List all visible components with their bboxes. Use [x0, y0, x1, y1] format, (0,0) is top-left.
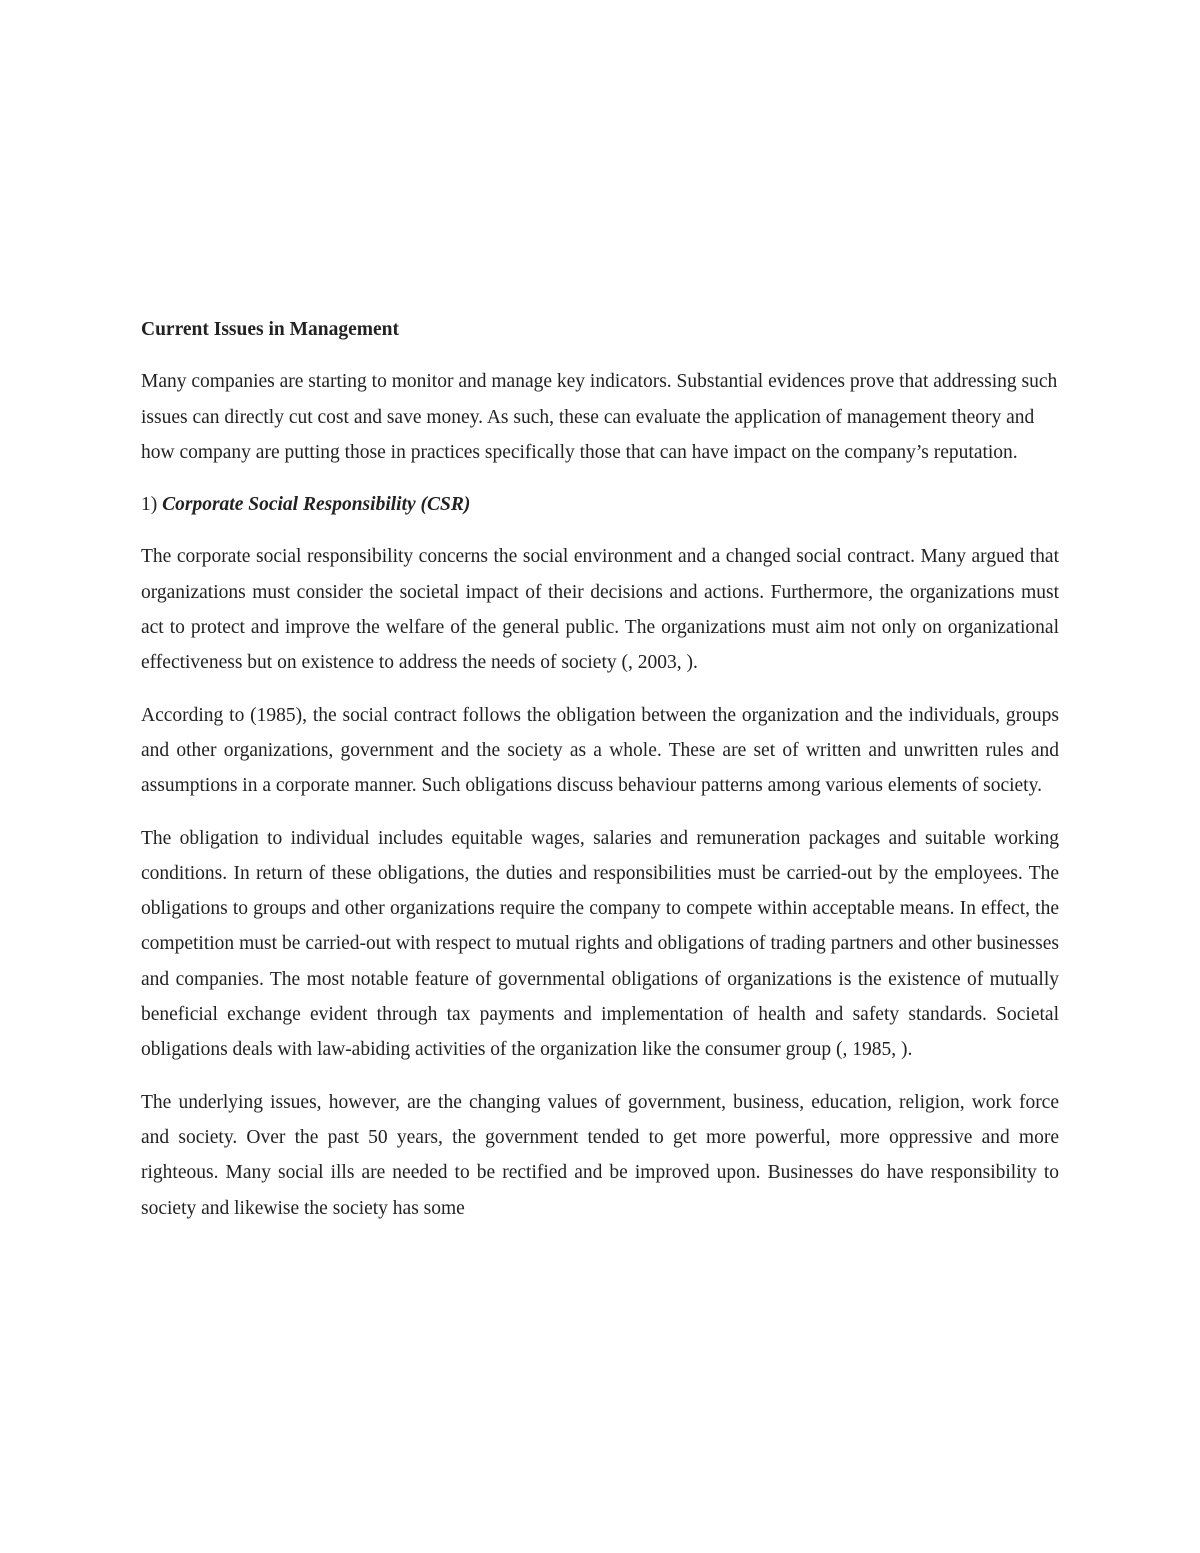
body-paragraph-1: The corporate social responsibility concerns the social environment and a changed social contract. Many argued that organizations must consider the societal impact of their decisions and actions. Furthermore, the organizations must act to protect and improve the welfare of the general public. The organizations must aim not only on organizational effectiveness but on existence to address the needs of society (, 2003, ).: [141, 546, 1059, 674]
document-title: Current Issues in Management: [141, 319, 400, 340]
body-paragraph-4: The underlying issues, however, are the changing values of government, business, education, religion, work force and society. Over the past 50 years, the government tended to get more powerful, more oppressive and more righteous. Many social ills are needed to be rectified and be improved upon. Businesses do have responsibility to society and likewise the society has some: [141, 1091, 1059, 1219]
section-number: 1): [141, 494, 163, 516]
intro-paragraph: Many companies are starting to monitor and manage key indicators. Substantial evidences prove that addressing such issues can directly cut cost and save money. As such, these can evaluate the application of management theory and how company are putting those in practices specifically those that can have impact on the company’s reputation.: [141, 371, 1058, 463]
section-heading-text: Corporate Social Responsibility (CSR): [162, 494, 471, 516]
section-heading: [141, 487, 1059, 522]
document-body: [141, 312, 1059, 1243]
body-paragraph-2: According to (1985), the social contract follows the obligation between the organization and the individuals, groups and other organizations, government and the society as a whole. These are set of written and unwritten rules and assumptions in a corporate manner. Such obligations discuss behaviour patterns among various elements of society.: [141, 704, 1059, 797]
body-paragraph-3: The obligation to individual includes equitable wages, salaries and remuneration packages and suitable working conditions. In return of these obligations, the duties and responsibilities must be carried-out by the employees. The obligations to groups and other organizations require the company to compete within acceptable means. In effect, the competition must be carried-out with respect to mutual rights and obligations of trading partners and other businesses and companies. The most notable feature of governmental obligations of organizations is the existence of mutually beneficial exchange evident through tax payments and implementation of health and safety standards. Societal obligations deals with law-abiding activities of the organization like the consumer group (, 1985, ).: [141, 827, 1059, 1061]
